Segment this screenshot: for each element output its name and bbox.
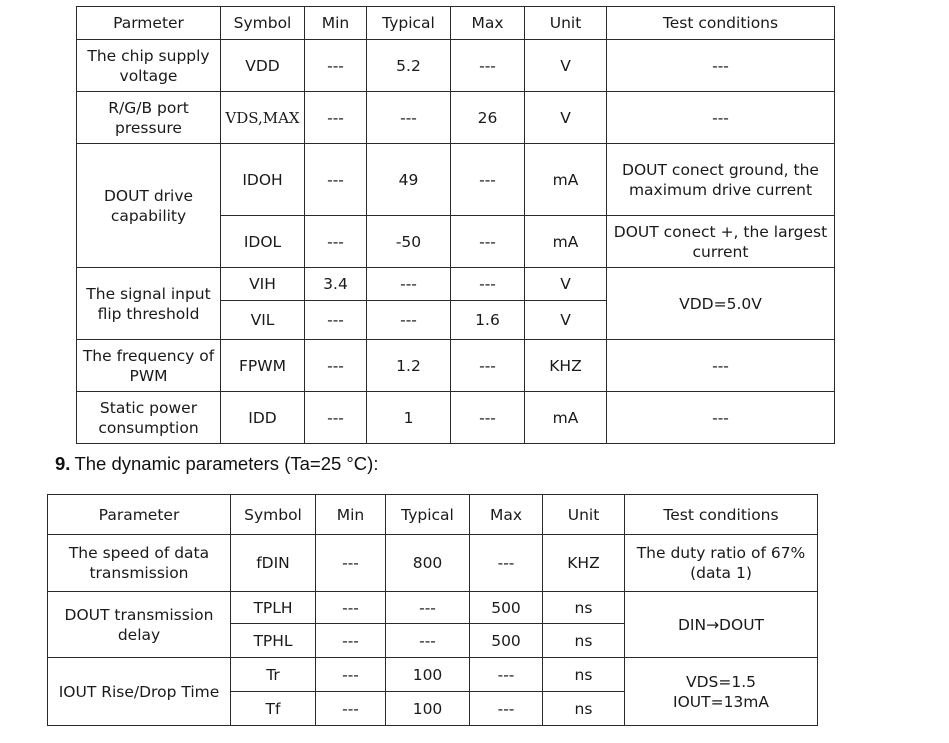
- static-parameters-table: [76, 6, 835, 444]
- table-row: [77, 92, 835, 144]
- table-row: [48, 535, 818, 592]
- condition-cell: The duty ratio of 67% (data 1): [625, 535, 818, 592]
- typical-cell: ---: [367, 268, 451, 301]
- header-cell: Typical: [367, 7, 451, 40]
- unit-cell: mA: [525, 216, 607, 268]
- max-cell: ---: [451, 144, 525, 216]
- max-cell: ---: [451, 216, 525, 268]
- max-cell: ---: [470, 658, 543, 692]
- min-cell: ---: [305, 40, 367, 92]
- param-cell: DOUT drive capability: [77, 144, 221, 268]
- section-heading: [55, 453, 378, 475]
- min-cell: ---: [316, 624, 386, 658]
- dynamic-parameters-table: [47, 494, 818, 726]
- header-cell: Test conditions: [625, 495, 818, 535]
- unit-cell: KHZ: [543, 535, 625, 592]
- header-cell: Parmeter: [77, 7, 221, 40]
- typical-cell: ---: [367, 92, 451, 144]
- symbol-cell: IDOL: [221, 216, 305, 268]
- symbol-cell: Tr: [231, 658, 316, 692]
- condition-cell: DOUT conect +, the largest current: [607, 216, 835, 268]
- condition-cell: ---: [607, 40, 835, 92]
- max-cell: 500: [470, 624, 543, 658]
- max-cell: ---: [470, 692, 543, 726]
- symbol-cell: VDD: [221, 40, 305, 92]
- symbol-cell: TPHL: [231, 624, 316, 658]
- min-cell: ---: [305, 92, 367, 144]
- unit-cell: V: [525, 40, 607, 92]
- min-cell: ---: [316, 592, 386, 624]
- unit-cell: mA: [525, 144, 607, 216]
- param-cell: The frequency of PWM: [77, 340, 221, 392]
- table-row: [48, 592, 818, 624]
- symbol-cell: VDS,MAX: [221, 92, 305, 144]
- unit-cell: ns: [543, 592, 625, 624]
- typical-cell: -50: [367, 216, 451, 268]
- param-cell: The speed of data transmission: [48, 535, 231, 592]
- symbol-cell: IDOH: [221, 144, 305, 216]
- typical-cell: 49: [367, 144, 451, 216]
- unit-cell: V: [525, 92, 607, 144]
- unit-cell: ns: [543, 658, 625, 692]
- min-cell: ---: [305, 216, 367, 268]
- header-cell: Symbol: [221, 7, 305, 40]
- header-cell: Parameter: [48, 495, 231, 535]
- condition-cell: [625, 658, 818, 726]
- condition-cell: ---: [607, 392, 835, 444]
- unit-cell: ns: [543, 624, 625, 658]
- table-row: [77, 40, 835, 92]
- symbol-cell: VIL: [221, 301, 305, 340]
- max-cell: 1.6: [451, 301, 525, 340]
- header-cell: Typical: [386, 495, 470, 535]
- unit-cell: V: [525, 268, 607, 301]
- min-cell: ---: [305, 144, 367, 216]
- typical-cell: 5.2: [367, 40, 451, 92]
- param-cell: Static power consumption: [77, 392, 221, 444]
- max-cell: ---: [470, 535, 543, 592]
- param-cell: R/G/B port pressure: [77, 92, 221, 144]
- header-cell: Min: [305, 7, 367, 40]
- max-cell: ---: [451, 392, 525, 444]
- typical-cell: 100: [386, 658, 470, 692]
- min-cell: ---: [305, 301, 367, 340]
- param-cell: DOUT transmission delay: [48, 592, 231, 658]
- table-header-row: [77, 7, 835, 40]
- typical-cell: ---: [367, 301, 451, 340]
- header-cell: Symbol: [231, 495, 316, 535]
- symbol-cell: TPLH: [231, 592, 316, 624]
- condition-cell: ---: [607, 340, 835, 392]
- typical-cell: ---: [386, 592, 470, 624]
- typical-cell: 800: [386, 535, 470, 592]
- condition-cell: DIN→DOUT: [625, 592, 818, 658]
- symbol-cell: Tf: [231, 692, 316, 726]
- min-cell: ---: [305, 392, 367, 444]
- condition-cell: VDD=5.0V: [607, 268, 835, 340]
- table-row: [48, 658, 818, 692]
- unit-cell: KHZ: [525, 340, 607, 392]
- table-header-row: [48, 495, 818, 535]
- max-cell: ---: [451, 268, 525, 301]
- header-cell: Test conditions: [607, 7, 835, 40]
- symbol-cell: FPWM: [221, 340, 305, 392]
- header-cell: Min: [316, 495, 386, 535]
- max-cell: ---: [451, 40, 525, 92]
- condition-line: VDS=1.5: [685, 672, 756, 691]
- table-row: [77, 392, 835, 444]
- param-cell: The chip supply voltage: [77, 40, 221, 92]
- min-cell: ---: [316, 658, 386, 692]
- header-cell: Unit: [525, 7, 607, 40]
- unit-cell: V: [525, 301, 607, 340]
- typical-cell: ---: [386, 624, 470, 658]
- param-cell: The signal input flip threshold: [77, 268, 221, 340]
- min-cell: ---: [316, 535, 386, 592]
- typical-cell: 1.2: [367, 340, 451, 392]
- section-title: The dynamic parameters (Ta=25 °C):: [74, 453, 379, 474]
- unit-cell: mA: [525, 392, 607, 444]
- header-cell: Unit: [543, 495, 625, 535]
- min-cell: ---: [316, 692, 386, 726]
- symbol-cell: VIH: [221, 268, 305, 301]
- symbol-cell: fDIN: [231, 535, 316, 592]
- max-cell: 26: [451, 92, 525, 144]
- table-row: [77, 340, 835, 392]
- header-cell: Max: [470, 495, 543, 535]
- header-cell: Max: [451, 7, 525, 40]
- max-cell: 500: [470, 592, 543, 624]
- section-number: 9.: [55, 453, 71, 474]
- condition-cell: ---: [607, 92, 835, 144]
- condition-line: IOUT=13mA: [673, 692, 769, 711]
- min-cell: 3.4: [305, 268, 367, 301]
- typical-cell: 100: [386, 692, 470, 726]
- table-row: [77, 144, 835, 216]
- max-cell: ---: [451, 340, 525, 392]
- symbol-cell: IDD: [221, 392, 305, 444]
- condition-cell: DOUT conect ground, the maximum drive current: [607, 144, 835, 216]
- unit-cell: ns: [543, 692, 625, 726]
- param-cell: IOUT Rise/Drop Time: [48, 658, 231, 726]
- typical-cell: 1: [367, 392, 451, 444]
- table-row: [77, 268, 835, 301]
- min-cell: ---: [305, 340, 367, 392]
